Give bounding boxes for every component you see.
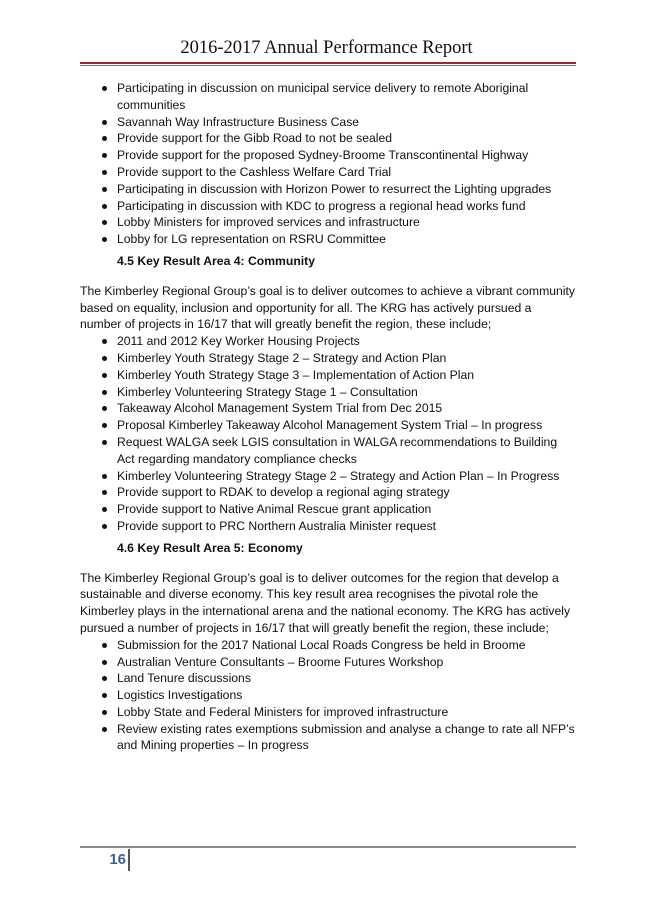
list-item: Participating in discussion on municipal service delivery to remote Aboriginal communities (80, 80, 576, 114)
list-item: Participating in discussion with KDC to progress a regional head works fund (80, 198, 576, 215)
page-content (80, 80, 576, 754)
page-number-divider (128, 849, 130, 871)
list-item: Kimberley Volunteering Strategy Stage 1 – Consultation (80, 384, 576, 401)
list-item: Participating in discussion with Horizon Power to resurrect the Lighting upgrades (80, 181, 576, 198)
list-item: Australian Venture Consultants – Broome Futures Workshop (80, 654, 576, 671)
list-item: Request WALGA seek LGIS consultation in WALGA recommendations to Building Act regarding mandatory compliance checks (80, 434, 576, 468)
list-item: Lobby Ministers for improved services and infrastructure (80, 214, 576, 231)
list-item: Provide support to the Cashless Welfare Card Trial (80, 164, 576, 181)
section-heading-community: 4.5 Key Result Area 4: Community (117, 253, 315, 268)
list-item: Kimberley Youth Strategy Stage 3 – Implementation of Action Plan (80, 367, 576, 384)
economy-paragraph: The Kimberley Regional Group’s goal is to deliver outcomes for the region that develop a sustainable and diverse economy. This key result area recognises the pivotal role the Kimberley plays in the international arena and the national economy. The KRG has actively pursued a number of projects in 16/17 that will greatly benefit the region, these include; (80, 570, 571, 635)
list-item: Lobby State and Federal Ministers for improved infrastructure (80, 704, 576, 721)
list-item: Proposal Kimberley Takeaway Alcohol Management System Trial – In progress (80, 417, 576, 434)
footer-rule (80, 846, 576, 848)
list-item: 2011 and 2012 Key Worker Housing Projects (80, 333, 576, 350)
list-item: Land Tenure discussions (80, 670, 576, 687)
header-rule-gray (80, 65, 576, 66)
report-title: 2016-2017 Annual Performance Report (180, 38, 473, 58)
community-paragraph: The Kimberley Regional Group’s goal is to deliver outcomes to achieve a vibrant community based on equality, inclusion and opportunity for all. The KRG has actively pursued a number of projects in 16/17 that will greatly benefit the region, these include; (80, 283, 575, 332)
section-heading-economy: 4.6 Key Result Area 5: Economy (117, 540, 303, 555)
list-item: Provide support for the proposed Sydney-Broome Transcontinental Highway (80, 147, 576, 164)
list-item: Provide support for the Gibb Road to not be sealed (80, 130, 576, 147)
economy-bullet-list (80, 637, 576, 755)
list-item: Provide support to PRC Northern Australia Minister request (80, 518, 576, 535)
intro-bullet-list (80, 80, 576, 248)
list-item: Review existing rates exemptions submission and analyse a change to rate all NFP’s and Mining properties – In progress (80, 721, 576, 755)
list-item: Savannah Way Infrastructure Business Case (80, 114, 576, 131)
list-item: Lobby for LG representation on RSRU Committee (80, 231, 576, 248)
list-item: Kimberley Youth Strategy Stage 2 – Strategy and Action Plan (80, 350, 576, 367)
list-item: Provide support to RDAK to develop a regional aging strategy (80, 484, 576, 501)
header-rule-red (80, 62, 576, 64)
list-item: Provide support to Native Animal Rescue grant application (80, 501, 576, 518)
list-item: Takeaway Alcohol Management System Trial from Dec 2015 (80, 400, 576, 417)
list-item: Kimberley Volunteering Strategy Stage 2 – Strategy and Action Plan – In Progress (80, 468, 576, 485)
list-item: Logistics Investigations (80, 687, 576, 704)
list-item: Submission for the 2017 National Local Roads Congress be held in Broome (80, 637, 576, 654)
page-number: 16 (109, 851, 126, 868)
community-bullet-list (80, 333, 576, 535)
